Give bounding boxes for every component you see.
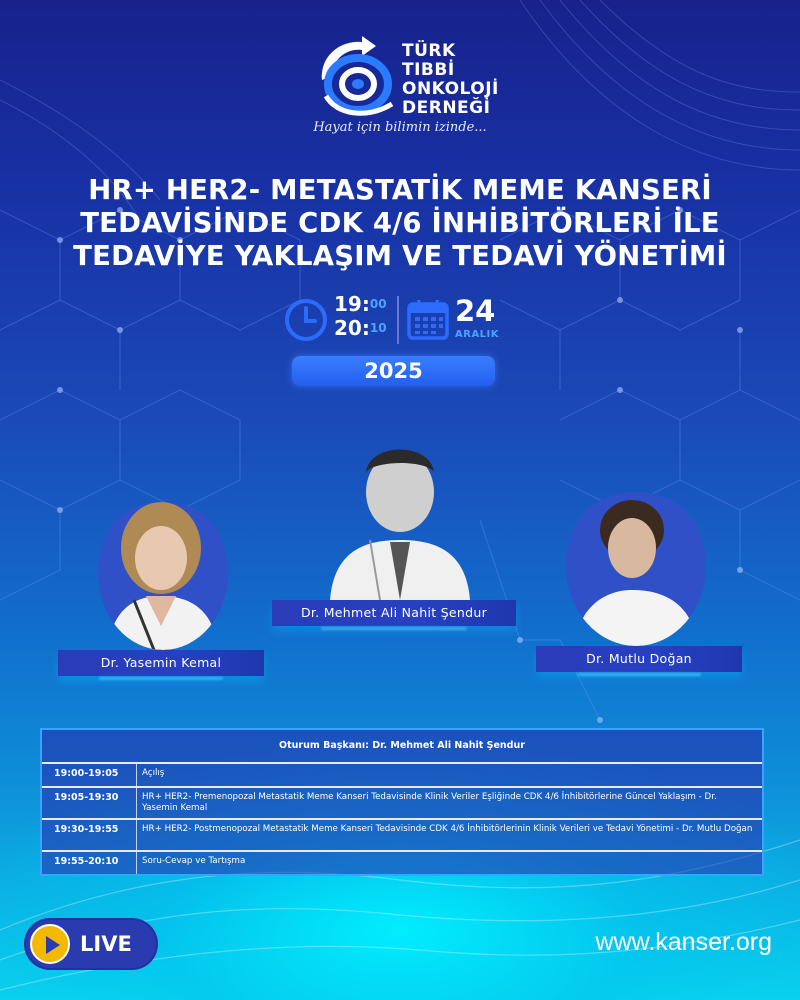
title-line: HR+ HER2- METASTATİK MEME KANSERİ <box>88 174 712 206</box>
row-separator <box>136 764 137 788</box>
logo-emblem-icon <box>316 34 400 120</box>
event-day: 24 <box>455 294 496 328</box>
speaker-photo-mutlu-dogan <box>566 486 706 646</box>
live-label: LIVE <box>80 932 132 956</box>
title-line: TEDAVİYE YAKLAŞIM VE TEDAVİ YÖNETİMİ <box>73 240 727 272</box>
live-button[interactable] <box>26 920 156 968</box>
speaker-photo-yasemin-kemal <box>98 496 228 650</box>
agenda-time: 19:30-19:55 <box>54 824 119 835</box>
agenda-time: 19:00-19:05 <box>54 768 119 779</box>
agenda-time: 19:55-20:10 <box>54 856 119 867</box>
start-hour: 19: <box>334 292 370 316</box>
agenda-description: Soru-Cevap ve Tartışma <box>142 856 246 866</box>
calendar-icon <box>406 298 450 342</box>
title-line: TEDAVİSİNDE CDK 4/6 İNHİBİTÖRLERİ İLE <box>80 207 720 239</box>
event-title <box>40 174 760 273</box>
organization-logo <box>316 34 499 124</box>
org-name-line: TIBBİ <box>402 60 455 80</box>
event-year: 2025 <box>292 356 495 386</box>
clock-icon <box>284 298 328 342</box>
website-link[interactable]: www.kanser.org <box>595 928 772 956</box>
speaker-name-mutlu-dogan: Dr. Mutlu Doğan <box>536 646 742 672</box>
event-schedule <box>284 292 514 350</box>
end-hour: 20: <box>334 316 370 340</box>
end-minute: 10 <box>369 321 387 335</box>
row-separator <box>136 820 137 852</box>
organization-name <box>402 42 499 118</box>
speaker-name-mehmet-ali-nahit-sendur: Dr. Mehmet Ali Nahit Şendur <box>272 600 516 626</box>
row-separator <box>136 788 137 820</box>
tagline: Hayat için bilimin izinde... <box>313 120 487 135</box>
org-name-line: TÜRK <box>402 41 456 61</box>
agenda-description: HR+ HER2- Premenopozal Metastatik Meme Kanseri Tedavisinde Klinik Veriler Eşliğinde CDK 4/6 İnhibitörlerine Güncel Yaklaşım - Dr. Yasemin Kemal <box>142 792 717 813</box>
session-chair: Oturum Başkanı: Dr. Mehmet Ali Nahit Şendur <box>279 740 525 751</box>
org-name-line: ONKOLOJİ <box>402 79 499 99</box>
org-name-line: DERNEĞİ <box>402 98 491 118</box>
row-separator <box>136 852 137 874</box>
agenda-row <box>42 762 762 788</box>
speaker-photo-mehmet-ali-nahit-sendur <box>330 432 470 600</box>
speaker-name-yasemin-kemal: Dr. Yasemin Kemal <box>58 650 264 676</box>
agenda-time: 19:05-19:30 <box>54 792 119 803</box>
agenda-description: HR+ HER2- Postmenopozal Metastatik Meme Kanseri Tedavisinde CDK 4/6 İnhibitörlerinin Klinik Verileri ve Tedavi Yönetimi - Dr. Mutlu Doğan <box>142 824 753 834</box>
schedule-divider <box>397 296 399 344</box>
agenda-row <box>42 786 762 820</box>
agenda-description: Açılış <box>142 768 165 778</box>
event-month: ARALIK <box>455 329 500 340</box>
event-time <box>334 292 387 340</box>
agenda-table <box>40 728 764 876</box>
agenda-row <box>42 818 762 852</box>
play-icon <box>30 924 70 964</box>
start-minute: 00 <box>369 297 387 311</box>
agenda-row <box>42 850 762 874</box>
